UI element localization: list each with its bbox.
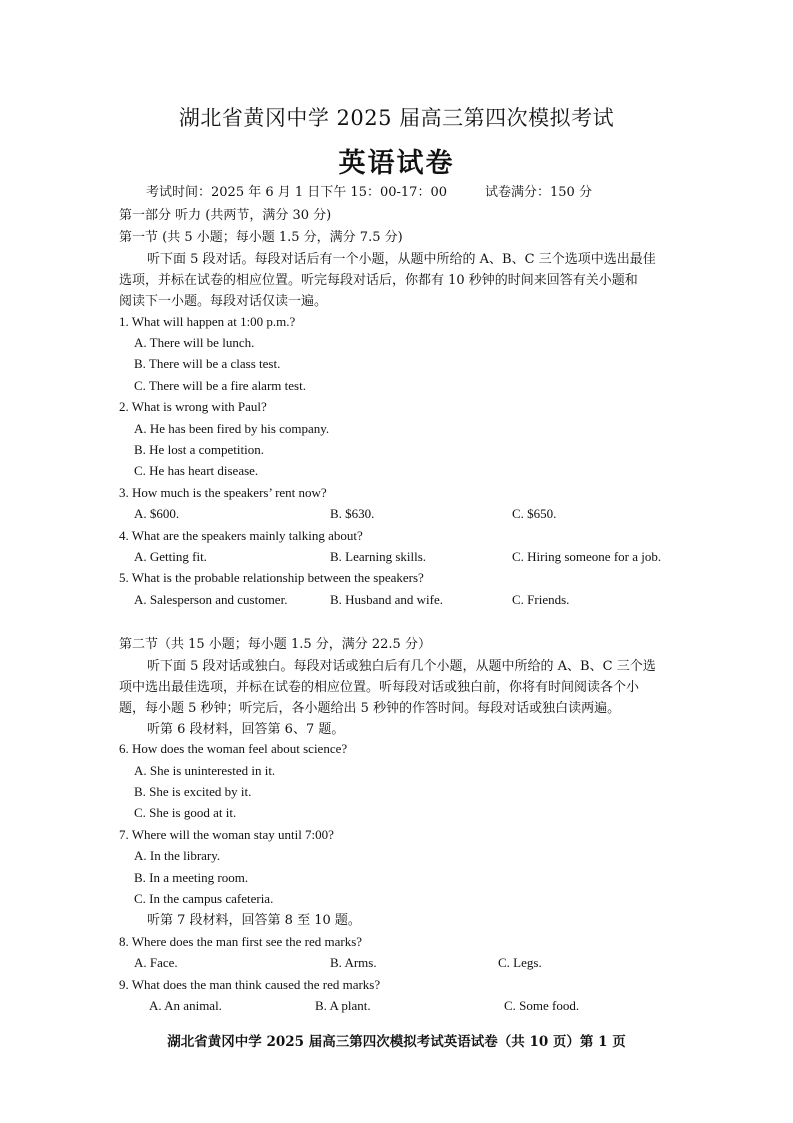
section1-instruction-line: 阅读下一小题。每段对话仅读一遍。 — [119, 294, 328, 309]
option-b: B. She is excited by it. — [134, 784, 252, 799]
section2-instruction-line: 听下面 5 段对话或独白。每段对话或独白后有几个小题，从题中所给的 A、B、C 三个选 — [147, 659, 656, 674]
option-c: C. There will be a fire alarm test. — [134, 378, 306, 393]
option-a: A. There will be lunch. — [134, 335, 255, 350]
option-a: A. An animal. — [149, 998, 222, 1013]
material-note: 听第 7 段材料，回答第 8 至 10 题。 — [147, 913, 361, 928]
option-a: A. He has been fired by his company. — [134, 421, 330, 436]
option-c: C. In the campus cafeteria. — [134, 891, 274, 906]
section2-heading: 第二节（共 15 小题；每小题 1.5 分，满分 22.5 分） — [119, 637, 431, 652]
option-a: A. In the library. — [134, 848, 221, 863]
option-c: C. Legs. — [498, 955, 542, 970]
section2-instruction-line: 题，每小题 5 秒钟；听完后，各小题给出 5 秒钟的作答时间。每段对话或独白读两遍。 — [119, 701, 621, 716]
exam-title: 湖北省黄冈中学 2025 届高三第四次模拟考试 — [178, 106, 615, 130]
option-b: B. $630. — [330, 506, 375, 521]
material-note: 听第 6 段材料，回答第 6、7 题。 — [147, 722, 345, 737]
question-stem: 1. What will happen at 1:00 p.m.? — [119, 314, 296, 329]
option-b: B. A plant. — [315, 998, 371, 1013]
option-c: C. Friends. — [512, 592, 570, 607]
question-stem: 2. What is wrong with Paul? — [119, 399, 267, 414]
question-stem: 3. How much is the speakers’ rent now? — [119, 485, 327, 500]
question-stem: 7. Where will the woman stay until 7:00? — [119, 827, 334, 842]
option-c: C. Some food. — [504, 998, 580, 1013]
option-c: C. $650. — [512, 506, 557, 521]
option-c: C. He has heart disease. — [134, 463, 259, 478]
section1-heading: 第一节 (共 5 小题；每小题 1.5 分，满分 7.5 分) — [119, 230, 403, 245]
option-b: B. Learning skills. — [330, 549, 427, 564]
question-stem: 5. What is the probable relationship between the speakers? — [119, 570, 424, 585]
page-footer: 湖北省黄冈中学 2025 届高三第四次模拟考试英语试卷（共 10 页）第 1 页 — [167, 1034, 626, 1050]
section1-instruction-line: 听下面 5 段对话。每段对话后有一个小题，从题中所给的 A、B、C 三个选项中选出最佳 — [147, 252, 656, 267]
exam-time: 考试时间：2025 年 6 月 1 日下午 15：00-17：00 — [146, 185, 447, 200]
option-a: A. $600. — [134, 506, 180, 521]
question-stem: 9. What does the man think caused the red marks? — [119, 977, 381, 992]
part1-heading: 第一部分 听力 (共两节，满分 30 分) — [119, 208, 332, 223]
option-b: B. Arms. — [330, 955, 377, 970]
option-a: A. Face. — [134, 955, 178, 970]
option-a: A. She is uninterested in it. — [134, 763, 276, 778]
option-b: B. He lost a competition. — [134, 442, 264, 457]
question-stem: 8. Where does the man first see the red marks? — [119, 934, 363, 949]
option-a: A. Getting fit. — [134, 549, 207, 564]
option-c: C. Hiring someone for a job. — [512, 549, 662, 564]
section2-instruction-line: 项中选出最佳选项，并标在试卷的相应位置。听每段对话或独白前，你将有时间阅读各个小 — [119, 680, 640, 695]
option-b: B. There will be a class test. — [134, 356, 281, 371]
subject-title: 英语试卷 — [338, 148, 455, 179]
question-stem: 6. How does the woman feel about science? — [119, 741, 348, 756]
section1-instruction-line: 选项，并标在试卷的相应位置。听完每段对话后，你都有 10 秒钟的时间来回答有关小题和 — [119, 273, 638, 288]
question-stem: 4. What are the speakers mainly talking about? — [119, 528, 363, 543]
option-b: B. In a meeting room. — [134, 870, 249, 885]
option-c: C. She is good at it. — [134, 805, 237, 820]
option-b: B. Husband and wife. — [330, 592, 444, 607]
option-a: A. Salesperson and customer. — [134, 592, 288, 607]
full-score: 试卷满分：150 分 — [485, 185, 592, 200]
